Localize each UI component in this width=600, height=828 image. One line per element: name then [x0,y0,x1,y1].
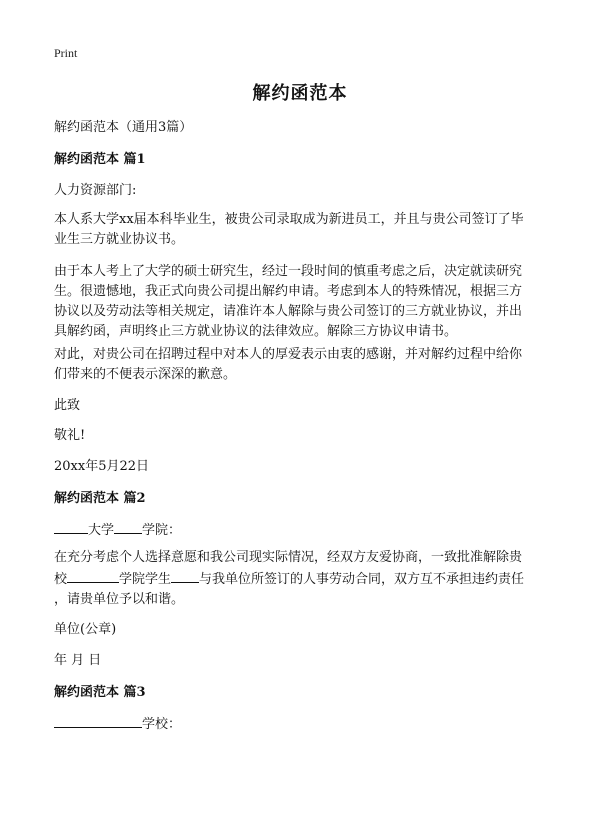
paragraph-text: 学院学生 [119,572,172,587]
paragraph-text: 与我单位所签订的人事劳动合同，双方互不承担违约责任 [199,572,525,587]
paragraph-line: 业生三方就业协议书。 [54,232,185,247]
section-2-paragraph [54,548,554,610]
document-subtitle: 解约函范本（通用3篇） [54,120,193,135]
paragraph-line [54,568,554,590]
paragraph-line: 由于本人考上了大学的硕士研究生，经过一段时间的慎重考虑之后，决定就读研究 [54,264,523,279]
print-link[interactable]: Print [54,46,78,60]
section-1-heading: 解约函范本 篇1 [54,152,146,167]
section-1-paragraph-1 [54,210,554,250]
paragraph-line: 生。很遗憾地，我正式向贵公司提出解约申请。考虑到本人的特殊情况，根据三方 [54,284,523,299]
paragraph-line: 具解约函，声明终止三方就业协议的法律效应。解除三方协议申请书。 [54,324,458,339]
section-1-greeting: 人力资源部门: [54,183,137,198]
blank-line [114,519,142,534]
blank-line [171,568,199,583]
section-1-date: 20xx年5月22日 [54,459,150,474]
paragraph-line: 对此，对贵公司在招聘过程中对本人的厚爱表示由衷的感谢，并对解约过程中给你 [54,347,523,362]
address-college: 学院： [142,523,182,538]
blank-line [67,568,119,583]
section-3-heading: 解约函范本 篇3 [54,685,146,700]
section-2-address-line [54,519,554,541]
address-school: 学校： [142,717,182,732]
paragraph-line: 本人系大学xx届本科毕业生，被贵公司录取成为新进员工，并且与贵公司签订了毕 [54,212,524,227]
section-2-heading: 解约函范本 篇2 [54,491,146,506]
address-university: 大学 [88,523,115,538]
blank-line [54,713,142,728]
blank-line [54,519,88,534]
paragraph-line: 协议以及劳动法等相关规定，请准许本人解除与贵公司签订的三方就业协议，并出 [54,304,523,319]
section-1-paragraph-2 [54,262,554,342]
section-1-closing-2: 敬礼! [54,428,86,443]
section-1-closing-1: 此致 [54,398,81,413]
paragraph-line: 们带来的不便表示深深的歉意。 [54,367,237,382]
section-1-paragraph-3 [54,345,554,385]
document-title: 解约函范本 [252,83,348,104]
section-2-unit: 单位(公章) [54,622,117,637]
section-2-date: 年 月 日 [54,653,102,668]
paragraph-line: ，请贵单位予以和谐。 [54,592,185,607]
paragraph-text: 校 [54,572,68,587]
paragraph-line: 在充分考虑个人选择意愿和我公司现实际情况，经双方友爱协商，一致批准解除贵 [54,550,523,565]
section-3-address-line [54,713,554,735]
